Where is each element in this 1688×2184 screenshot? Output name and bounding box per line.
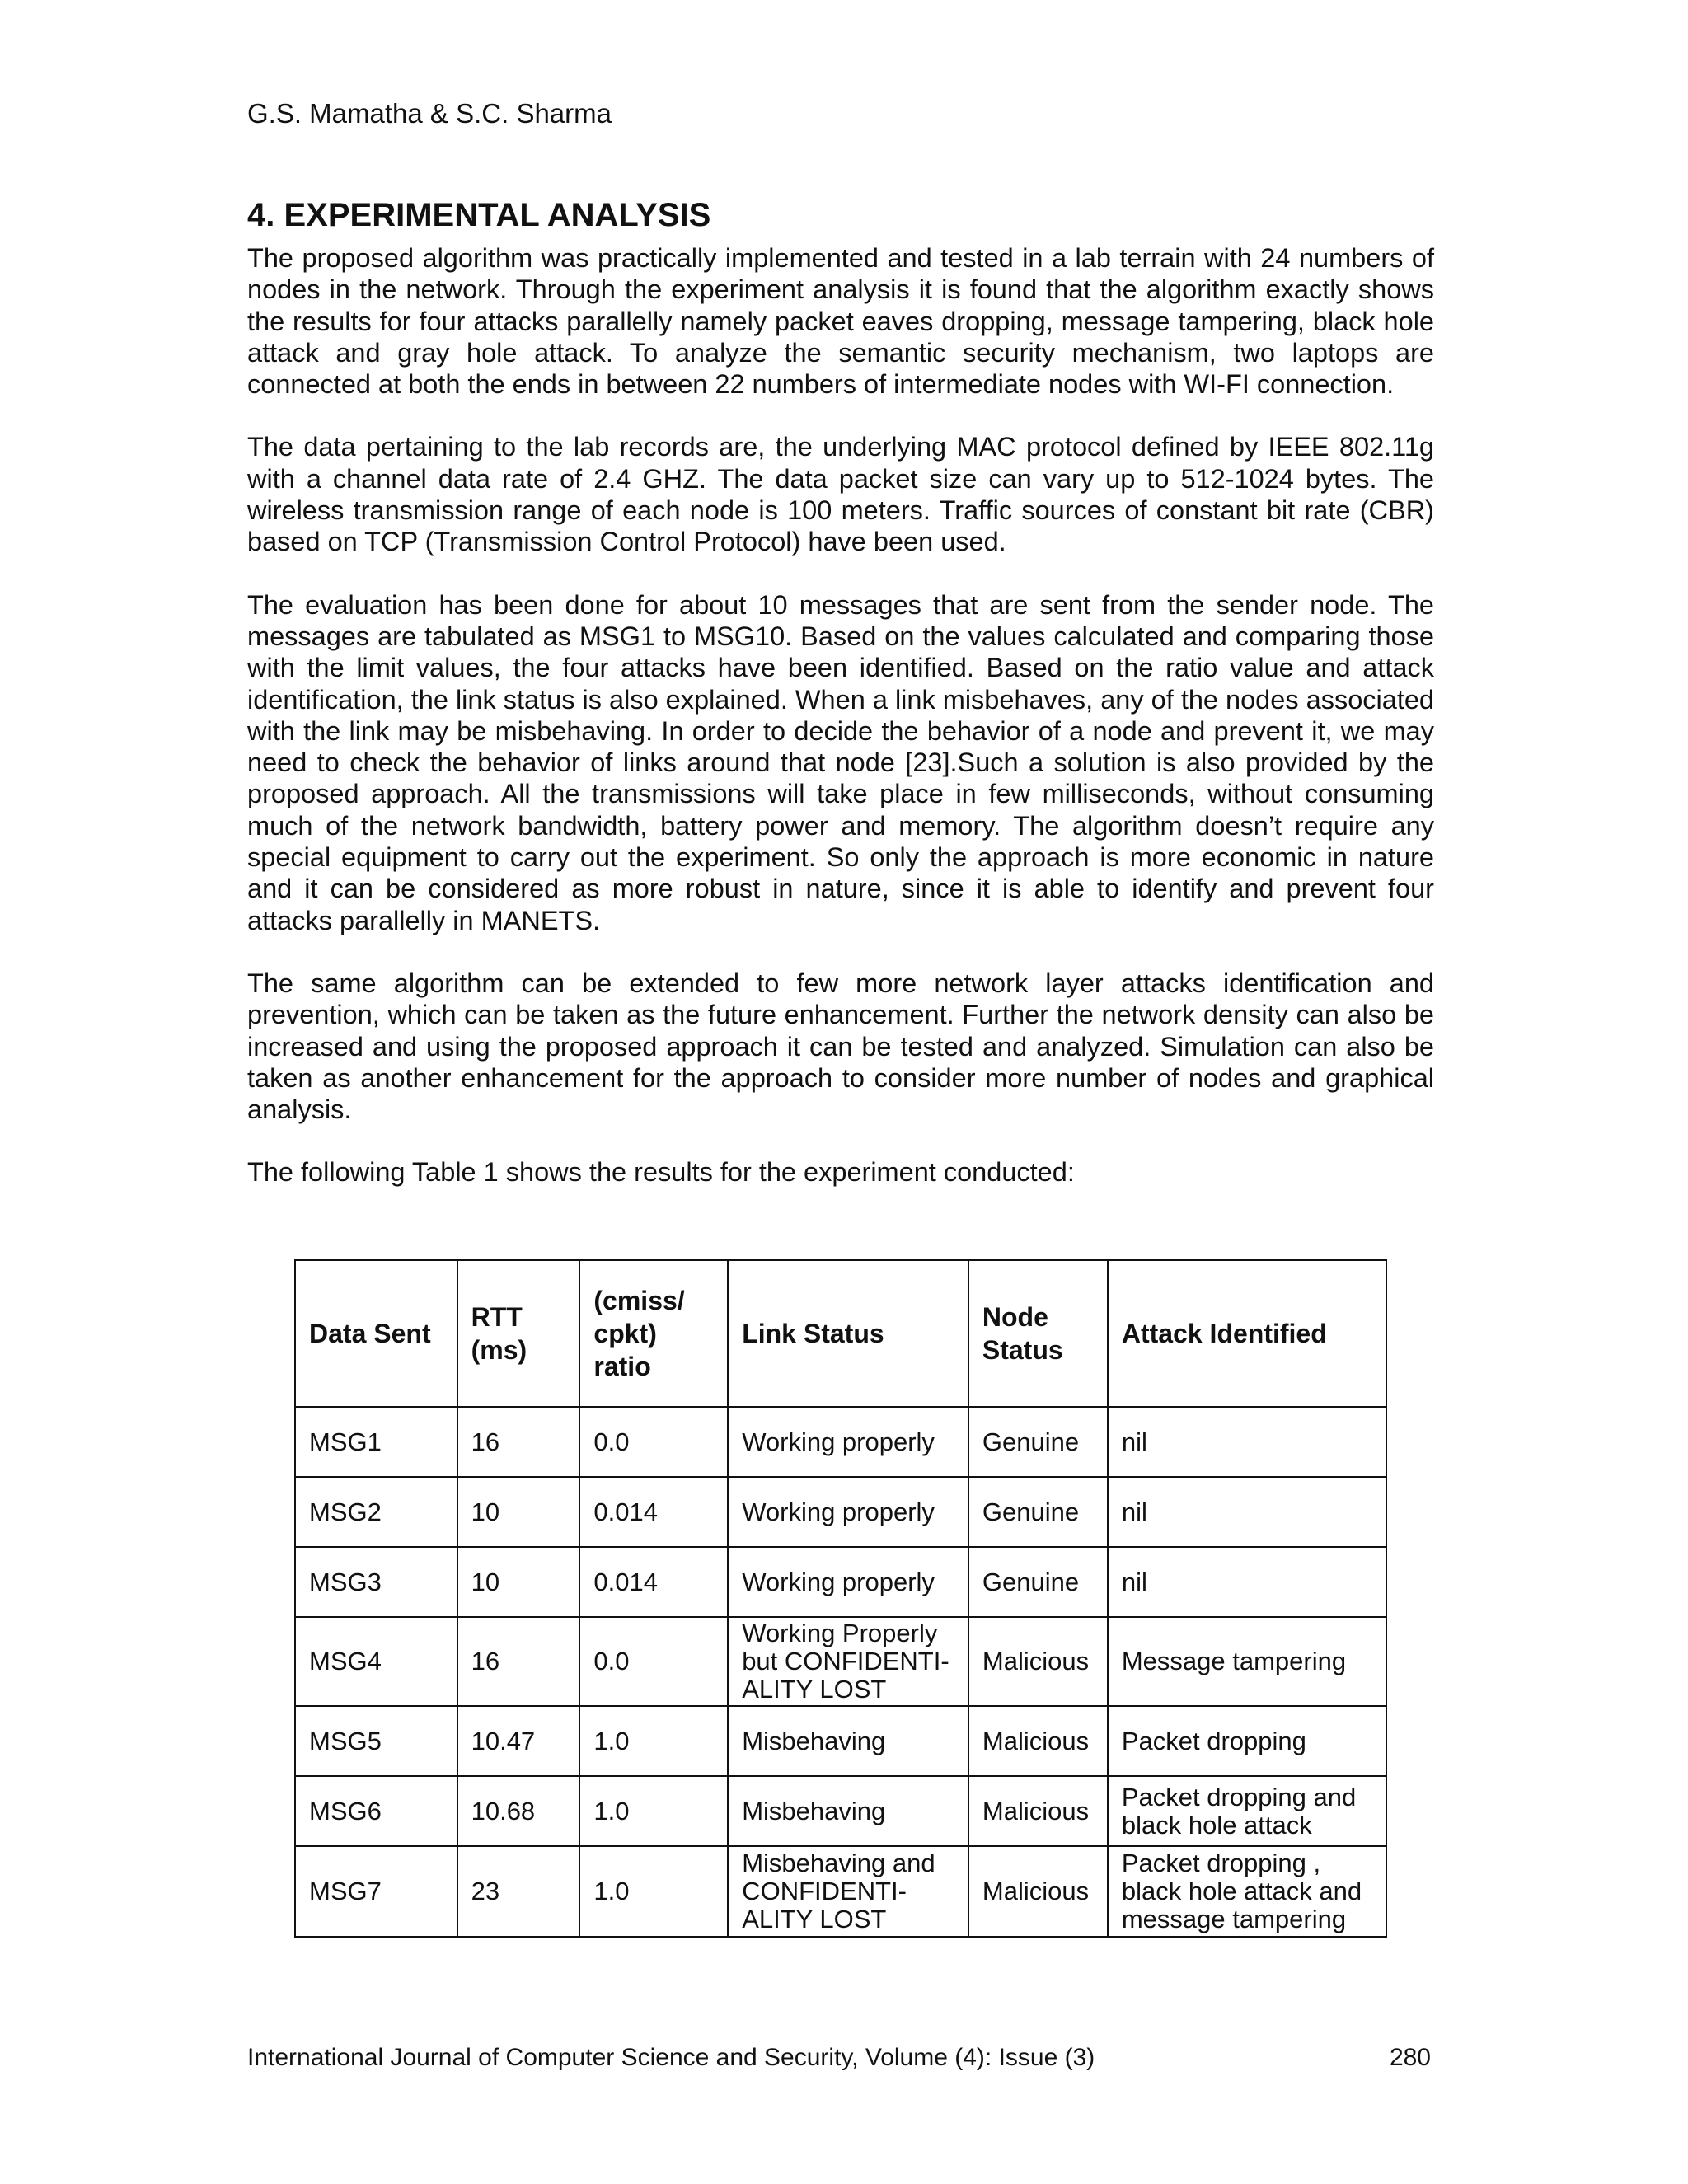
cell-attack: nil: [1108, 1477, 1386, 1547]
paragraph-3: The evaluation has been done for about 10 messages that are sent from the sender node. The messages are tabulated as MSG1 to MSG10. Based on the values calculated and comparing those with the limit values, the four attacks have been identified. Based on the ratio value and attack identification, the link status is also explained. When a link misbehaves, any of the nodes associated with the link may be misbehaving. In order to decide the behavior of a node and prevent it, we may need to check the behavior of links around that node [23].Such a solution is also provided by the proposed approach. All the transmissions will take place in few milliseconds, without consuming much of the network bandwidth, battery power and memory. The algorithm doesn’t require any special equipment to carry out the experiment. So only the approach is more economic in nature and it can be considered as more robust in nature, since it is able to identify and prevent four attacks parallelly in MANETS.: [247, 589, 1434, 935]
cell-node-status: Malicious: [968, 1846, 1108, 1937]
cell-attack: Packet dropping and black hole attack: [1108, 1776, 1386, 1846]
paragraph-2: The data pertaining to the lab records are, the underlying MAC protocol defined by IEEE 802.11g with a channel data rate of 2.4 GHZ. The data packet size can vary up to 512-1024 bytes. The wireless transmission range of each node is 100 meters. Traffic sources of constant bit rate (CBR) based on TCP (Transmission Control Protocol) have been used.: [247, 432, 1434, 557]
cell-data-sent: MSG5: [295, 1706, 457, 1776]
cell-ratio: 1.0: [579, 1706, 728, 1776]
running-header-authors: G.S. Mamatha & S.C. Sharma: [247, 98, 612, 129]
cell-ratio: 1.0: [579, 1776, 728, 1846]
cell-rtt: 10.47: [457, 1706, 580, 1776]
cell-link-status: Working Properly but CONFIDENTI-ALITY LOST: [728, 1617, 968, 1706]
cell-ratio: 0.014: [579, 1477, 728, 1547]
cell-link-status: Misbehaving: [728, 1776, 968, 1846]
header-ratio: (cmiss/ cpkt) ratio: [579, 1260, 728, 1407]
cell-data-sent: MSG4: [295, 1617, 457, 1706]
cell-link-status: Working properly: [728, 1407, 968, 1477]
cell-node-status: Malicious: [968, 1776, 1108, 1846]
cell-attack: Packet dropping: [1108, 1706, 1386, 1776]
cell-ratio: 0.0: [579, 1407, 728, 1477]
cell-attack: nil: [1108, 1547, 1386, 1617]
cell-link-status: Working properly: [728, 1477, 968, 1547]
paragraph-5-table-lead: The following Table 1 shows the results for the experiment conducted:: [247, 1157, 1075, 1188]
cell-attack: Message tampering: [1108, 1617, 1386, 1706]
cell-ratio: 0.0: [579, 1617, 728, 1706]
cell-rtt: 10.68: [457, 1776, 580, 1846]
header-data-sent: Data Sent: [295, 1260, 457, 1407]
footer-page-number: 280: [1389, 2044, 1431, 2071]
cell-rtt: 16: [457, 1407, 580, 1477]
cell-ratio: 0.014: [579, 1547, 728, 1617]
paragraph-4: The same algorithm can be extended to few more network layer attacks identification and prevention, which can be taken as the future enhancement. Further the network density can also be increased and using the proposed approach it can be tested and analyzed. Simulation can also be taken as another enhancement for the approach to consider more number of nodes and graphical analysis.: [247, 968, 1434, 1125]
header-node-status: Node Status: [968, 1260, 1108, 1407]
cell-node-status: Genuine: [968, 1407, 1108, 1477]
cell-rtt: 23: [457, 1846, 580, 1937]
cell-attack: nil: [1108, 1407, 1386, 1477]
header-link-status: Link Status: [728, 1260, 968, 1407]
results-table: [294, 1259, 1387, 1938]
header-attack-identified: Attack Identified: [1108, 1260, 1386, 1407]
header-rtt: RTT (ms): [457, 1260, 580, 1407]
table-row: [295, 1477, 1386, 1547]
cell-data-sent: MSG3: [295, 1547, 457, 1617]
cell-node-status: Malicious: [968, 1706, 1108, 1776]
table-header-row: [295, 1260, 1386, 1407]
footer-journal-citation: International Journal of Computer Science and Security, Volume (4): Issue (3): [247, 2044, 1095, 2071]
table-row: [295, 1547, 1386, 1617]
cell-data-sent: MSG1: [295, 1407, 457, 1477]
table-row: [295, 1846, 1386, 1937]
table-row: [295, 1776, 1386, 1846]
cell-rtt: 10: [457, 1477, 580, 1547]
cell-rtt: 10: [457, 1547, 580, 1617]
cell-attack: Packet dropping , black hole attack and message tampering: [1108, 1846, 1386, 1937]
cell-ratio: 1.0: [579, 1846, 728, 1937]
section-body: [247, 242, 1434, 1220]
cell-node-status: Genuine: [968, 1547, 1108, 1617]
cell-data-sent: MSG2: [295, 1477, 457, 1547]
paragraph-1: The proposed algorithm was practically implemented and tested in a lab terrain with 24 numbers of nodes in the network. Through the experiment analysis it is found that the algorithm exactly shows the results for four attacks parallelly namely packet eaves dropping, message tampering, black hole attack and gray hole attack. To analyze the semantic security mechanism, two laptops are connected at both the ends in between 22 numbers of intermediate nodes with WI-FI connection.: [247, 243, 1434, 400]
cell-node-status: Malicious: [968, 1617, 1108, 1706]
cell-data-sent: MSG6: [295, 1776, 457, 1846]
table-row: [295, 1407, 1386, 1477]
table-row: [295, 1617, 1386, 1706]
table-row: [295, 1706, 1386, 1776]
cell-link-status: Misbehaving and CONFIDENTI-ALITY LOST: [728, 1846, 968, 1937]
section-heading: 4. EXPERIMENTAL ANALYSIS: [247, 197, 711, 233]
cell-link-status: Misbehaving: [728, 1706, 968, 1776]
cell-link-status: Working properly: [728, 1547, 968, 1617]
cell-data-sent: MSG7: [295, 1846, 457, 1937]
cell-node-status: Genuine: [968, 1477, 1108, 1547]
cell-rtt: 16: [457, 1617, 580, 1706]
